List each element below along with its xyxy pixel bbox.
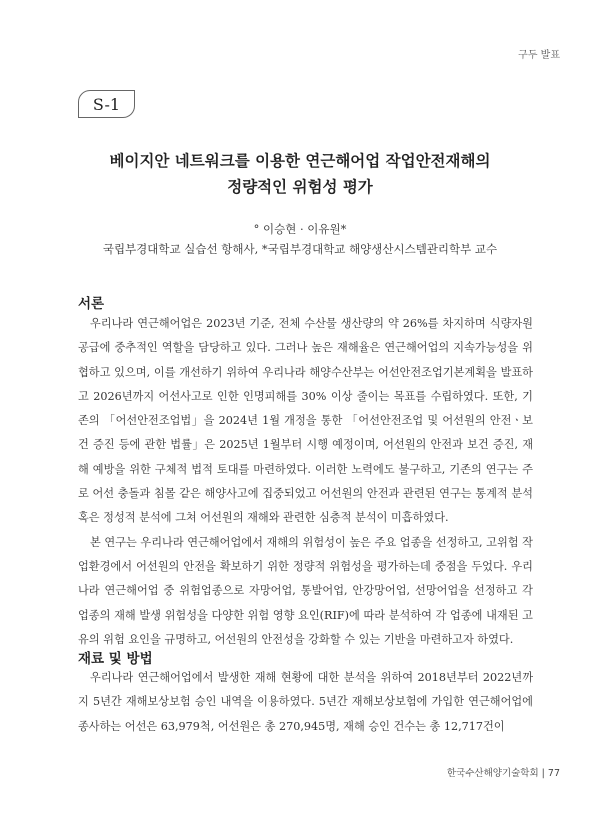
session-label-box: [78, 90, 135, 118]
methods-body: [78, 666, 533, 739]
paper-title: [40, 148, 560, 200]
title-line-1: 베이지안 네트워크를 이용한 연근해어업 작업안전재해의: [109, 151, 491, 170]
title-line-2: 정량적인 위험성 평가: [227, 177, 373, 196]
methods-paragraph-1: 우리나라 연근해어업에서 발생한 재해 현황에 대한 분석을 위하여 2018년부터 2022년까지 5년간 재해보상보험 승인 내역을 이용하였다. 5년간 재해보상보험에 가입한 연근해어업에 종사하는 어선은 63,979척, 어선원은 총 270,945명, 재해 승인 건수는 총 12,717건이: [78, 671, 533, 733]
intro-paragraph-2: 본 연구는 우리나라 연근해어업에서 재해의 위험성이 높은 주요 업종을 선정하고, 고위험 작업환경에서 어선원의 안전을 확보하기 위한 정량적 위험성을 평가하는데 중점을 두었다. 우리나라 연근해어업 중 위험업종으로 자망어업, 통발어업, 안강망어업, 선망어업을 선정하고 각 업종의 재해 발생 위험성을 다양한 위험 영향 요인(RIF)에 따라 분석하여 각 업종에 내재된 고유의 위험 요인을 규명하고, 어선원의 안전성을 강화할 수 있는 기반을 마련하고자 하였다.: [78, 535, 533, 646]
page-footer: 한국수산해양기술학회 | 77: [446, 768, 560, 779]
section-heading-methods: 재료 및 방법: [78, 651, 153, 667]
section-tag: 구두 발표: [518, 50, 560, 61]
session-id: S-1: [92, 94, 121, 114]
author-list: ° 이승현 · 이유원*: [253, 222, 347, 236]
section-heading-intro: 서론: [78, 296, 105, 312]
intro-paragraph-1: 우리나라 연근해어업은 2023년 기준, 전체 수산물 생산량의 약 26%를 차지하며 식량자원 공급에 중추적인 역할을 담당하고 있다. 그러나 높은 재해율은 연근해어업의 지속가능성을 위협하고 있으며, 이를 개선하기 위하여 우리나라 해양수산부는 어선안전조업기본계획을 발표하고 2026년까지 어선사고로 인한 인명피해를 30% 이상 줄이는 목표를 수립하였다. 또한, 기존의 「어선안전조업법」을 2024년 1월 개정을 통한 「어선안전조업 및 어선원의 안전ㆍ보건 증진 등에 관한 법률」은 2025년 1월부터 시행 예정이며, 어선원의 안전과 보건 증진, 재해 예방을 위한 구체적 법적 토대를 마련하였다. 이러한 노력에도 불구하고, 기존의 연구는 주로 어선 충돌과 침몰 같은 해양사고에 집중되었고 어선원의 안전과 관련된 연구는 통계적 분석 혹은 정성적 분석에 그쳐 어선원의 재해와 관련한 심층적 분석이 미흡하였다.: [78, 317, 533, 525]
affiliation: 국립부경대학교 실습선 항해사, *국립부경대학교 해양생산시스템관리학부 교수: [102, 242, 498, 256]
intro-body: [78, 312, 533, 652]
